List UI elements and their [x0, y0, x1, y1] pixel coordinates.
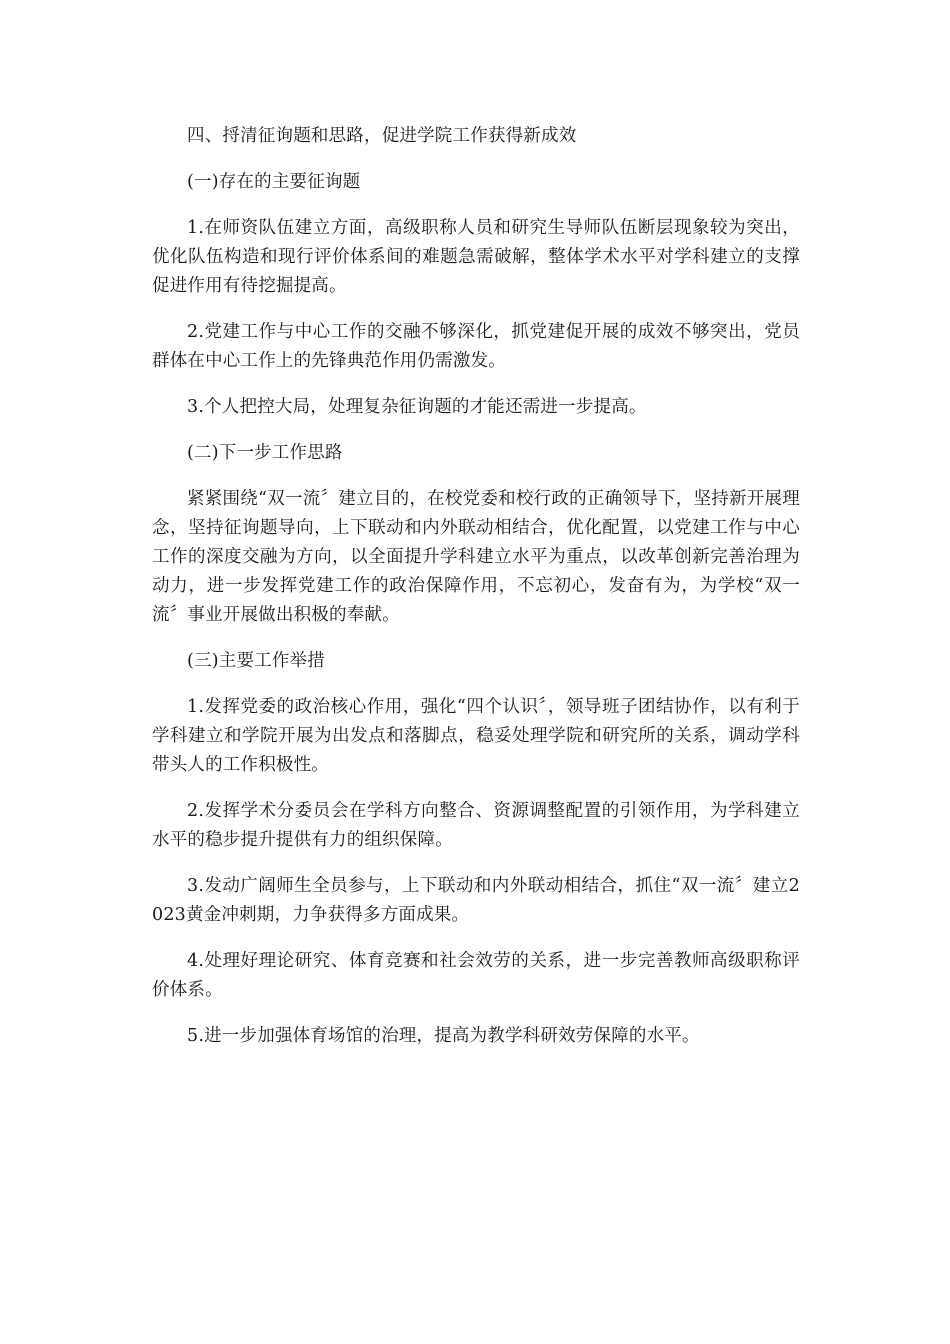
problem-item-1: 1.在师资队伍建立方面，高级职称人员和研究生导师队伍断层现象较为突出，优化队伍构造和现行评价体系间的难题急需破解，整体学术水平对学科建立的支撑促进作用有待挖掘提高。	[152, 218, 800, 296]
measure-item-5: 5.进一步加强体育场馆的治理，提高为教学科研效劳保障的水平。	[187, 1026, 700, 1046]
measure-item-3: 3.发动广阔师生全员参与，上下联动和内外联动相结合，抓住“双一流〞建立2023黄金冲刺期，力争获得多方面成果。	[152, 876, 800, 925]
problem-item-2: 2.党建工作与中心工作的交融不够深化，抓党建促开展的成效不够突出，党员群体在中心工作上的先锋典范作用仍需激发。	[152, 322, 800, 371]
subsection-title-next-steps: (二)下一步工作思路	[187, 443, 343, 463]
subsection-title-measures: (三)主要工作举措	[187, 651, 325, 671]
measure-item-4: 4.处理好理论研究、体育竞赛和社会效劳的关系，进一步完善教师高级职称评价体系。	[152, 951, 800, 1000]
measure-item-1: 1.发挥党委的政治核心作用，强化“四个认识〞，领导班子团结协作，以有利于学科建立和学院开展为出发点和落脚点，稳妥处理学院和研究所的关系，调动学科带头人的工作积极性。	[152, 697, 800, 775]
problem-item-3: 3.个人把控大局，处理复杂征询题的才能还需进一步提高。	[187, 397, 647, 417]
document-body	[152, 122, 800, 1068]
section-title: 四、捋清征询题和思路，促进学院工作获得新成效	[187, 126, 577, 146]
subsection-title-problems: (一)存在的主要征询题	[187, 172, 361, 192]
next-steps-paragraph: 紧紧围绕“双一流〞建立目的，在校党委和校行政的正确领导下，坚持新开展理念，坚持征询题导向，上下联动和内外联动相结合，优化配置，以党建工作与中心工作的深度交融为方向，以全面提升学科建立水平为重点，以改革创新完善治理为动力，进一步发挥党建工作的政治保障作用，不忘初心，发奋有为，为学校“双一流〞事业开展做出积极的奉献。	[152, 489, 800, 625]
measure-item-2: 2.发挥学术分委员会在学科方向整合、资源调整配置的引领作用，为学科建立水平的稳步提升提供有力的组织保障。	[152, 801, 800, 850]
